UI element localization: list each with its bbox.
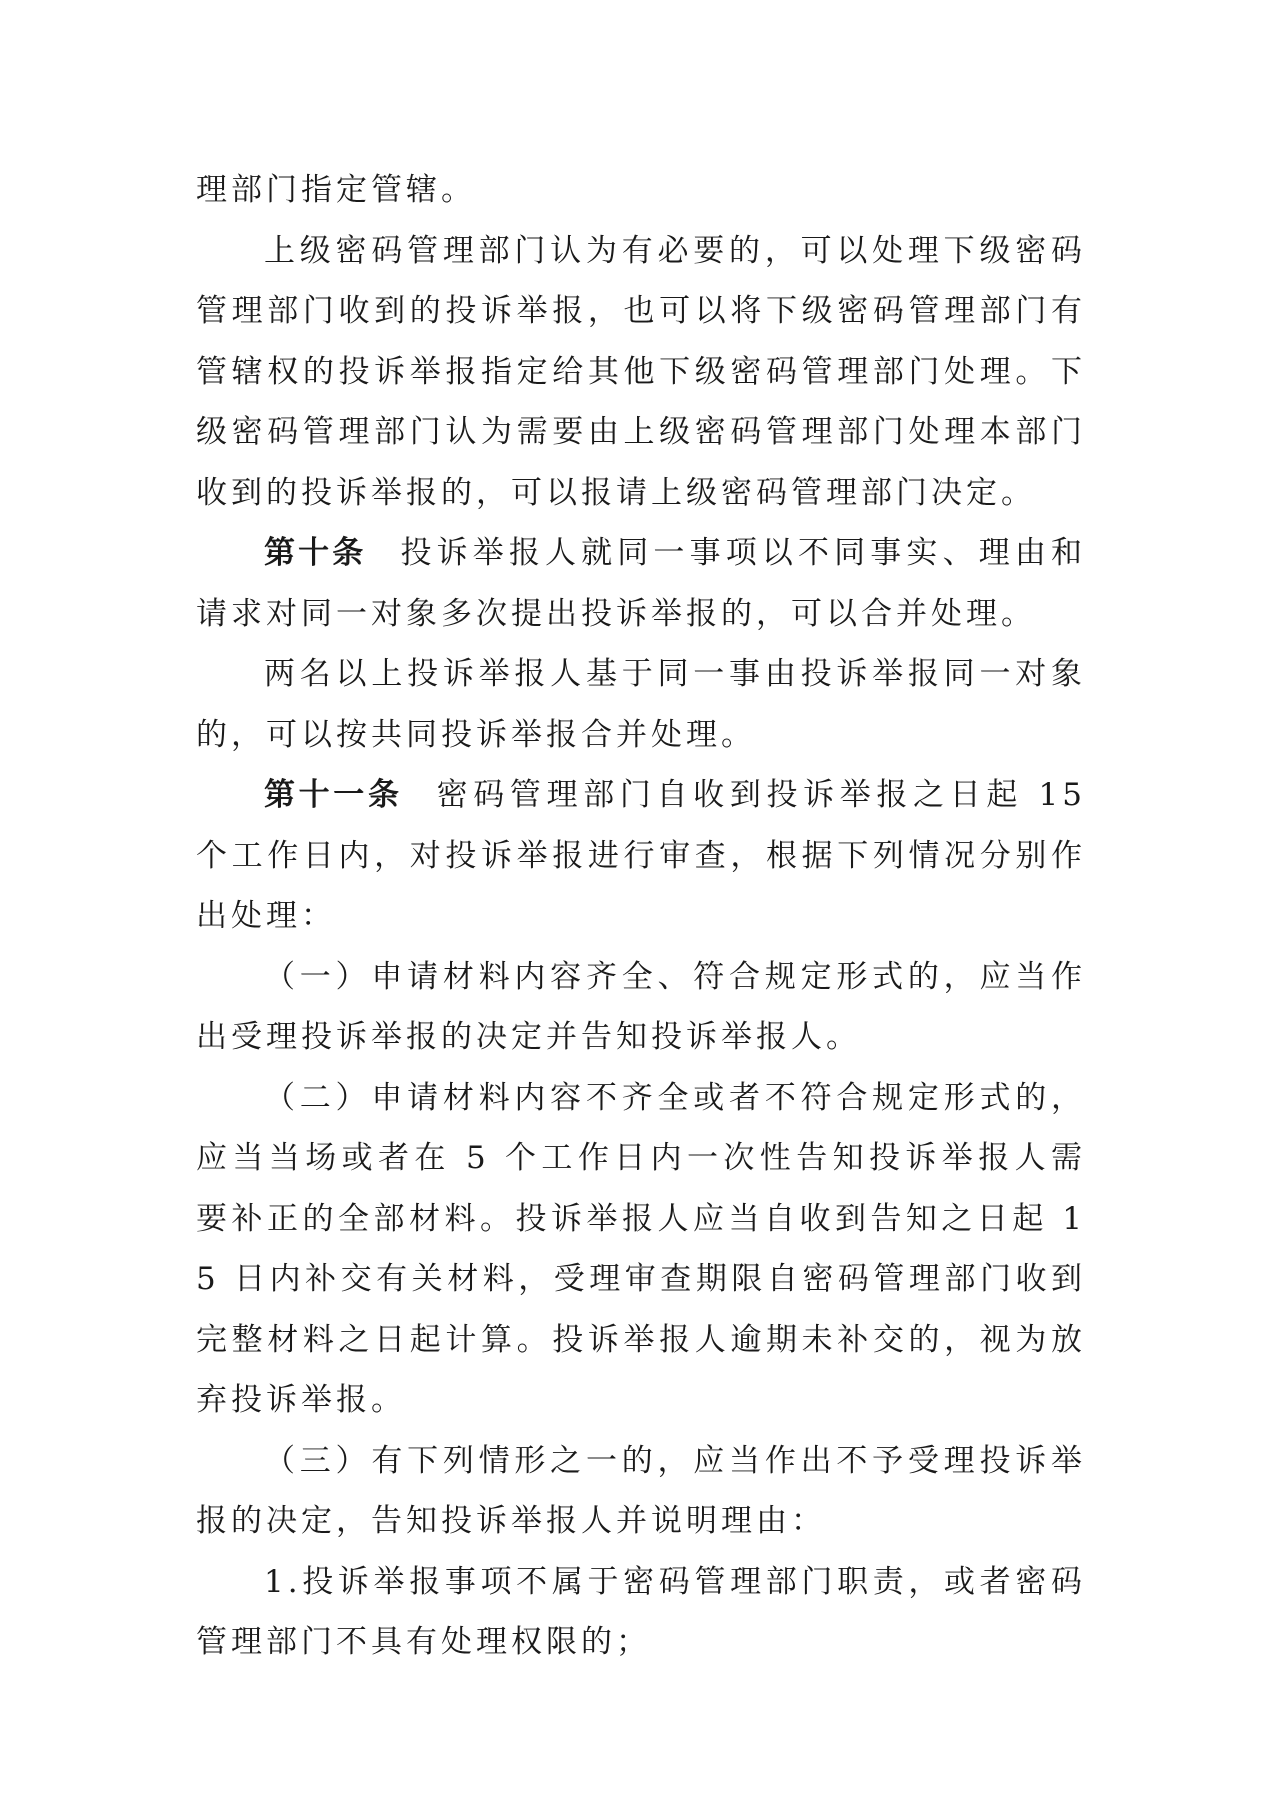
- item-1: （一）申请材料内容齐全、符合规定形式的，应当作出受理投诉举报的决定并告知投诉举报人。: [196, 958, 1086, 1055]
- article-10-heading: 第十条: [264, 535, 367, 571]
- document-page: [196, 160, 1086, 1780]
- paragraph-superior-handling: 上级密码管理部门认为有必要的，可以处理下级密码管理部门收到的投诉举报，也可以将下级密码管理部门有管辖权的投诉举报指定给其他下级密码管理部门处理。下级密码管理部门认为需要由上级密码管理部门处理本部门收到的投诉举报的，可以报请上级密码管理部门决定。: [196, 232, 1086, 511]
- article-10-text: 投诉举报人就同一事项以不同事实、理由和请求对同一对象多次提出投诉举报的，可以合并处理。: [196, 535, 1086, 632]
- article-11: [196, 765, 1086, 947]
- article-11-heading: 第十一条: [264, 777, 403, 813]
- paragraph-joint-complaint: 两名以上投诉举报人基于同一事由投诉举报同一对象的，可以按共同投诉举报合并处理。: [196, 656, 1086, 753]
- item-3: （三）有下列情形之一的，应当作出不予受理投诉举报的决定，告知投诉举报人并说明理由：: [196, 1442, 1086, 1539]
- item-2: （二）申请材料内容不齐全或者不符合规定形式的，应当当场或者在 5 个工作日内一次性告知投诉举报人需要补正的全部材料。投诉举报人应当自收到告知之日起 15 日内补交有关材料，受理审查期限自密码管理部门收到完整材料之日起计算。投诉举报人逾期未补交的，视为放弃投诉举报。: [196, 1079, 1086, 1418]
- paragraph-continuation: 理部门指定管辖。: [196, 172, 476, 208]
- sub-item-1: 1.投诉举报事项不属于密码管理部门职责，或者密码管理部门不具有处理权限的；: [196, 1563, 1086, 1660]
- article-11-text: 密码管理部门自收到投诉举报之日起 15 个工作日内，对投诉举报进行审查，根据下列情况分别作出处理：: [196, 777, 1086, 934]
- article-10: [196, 523, 1086, 644]
